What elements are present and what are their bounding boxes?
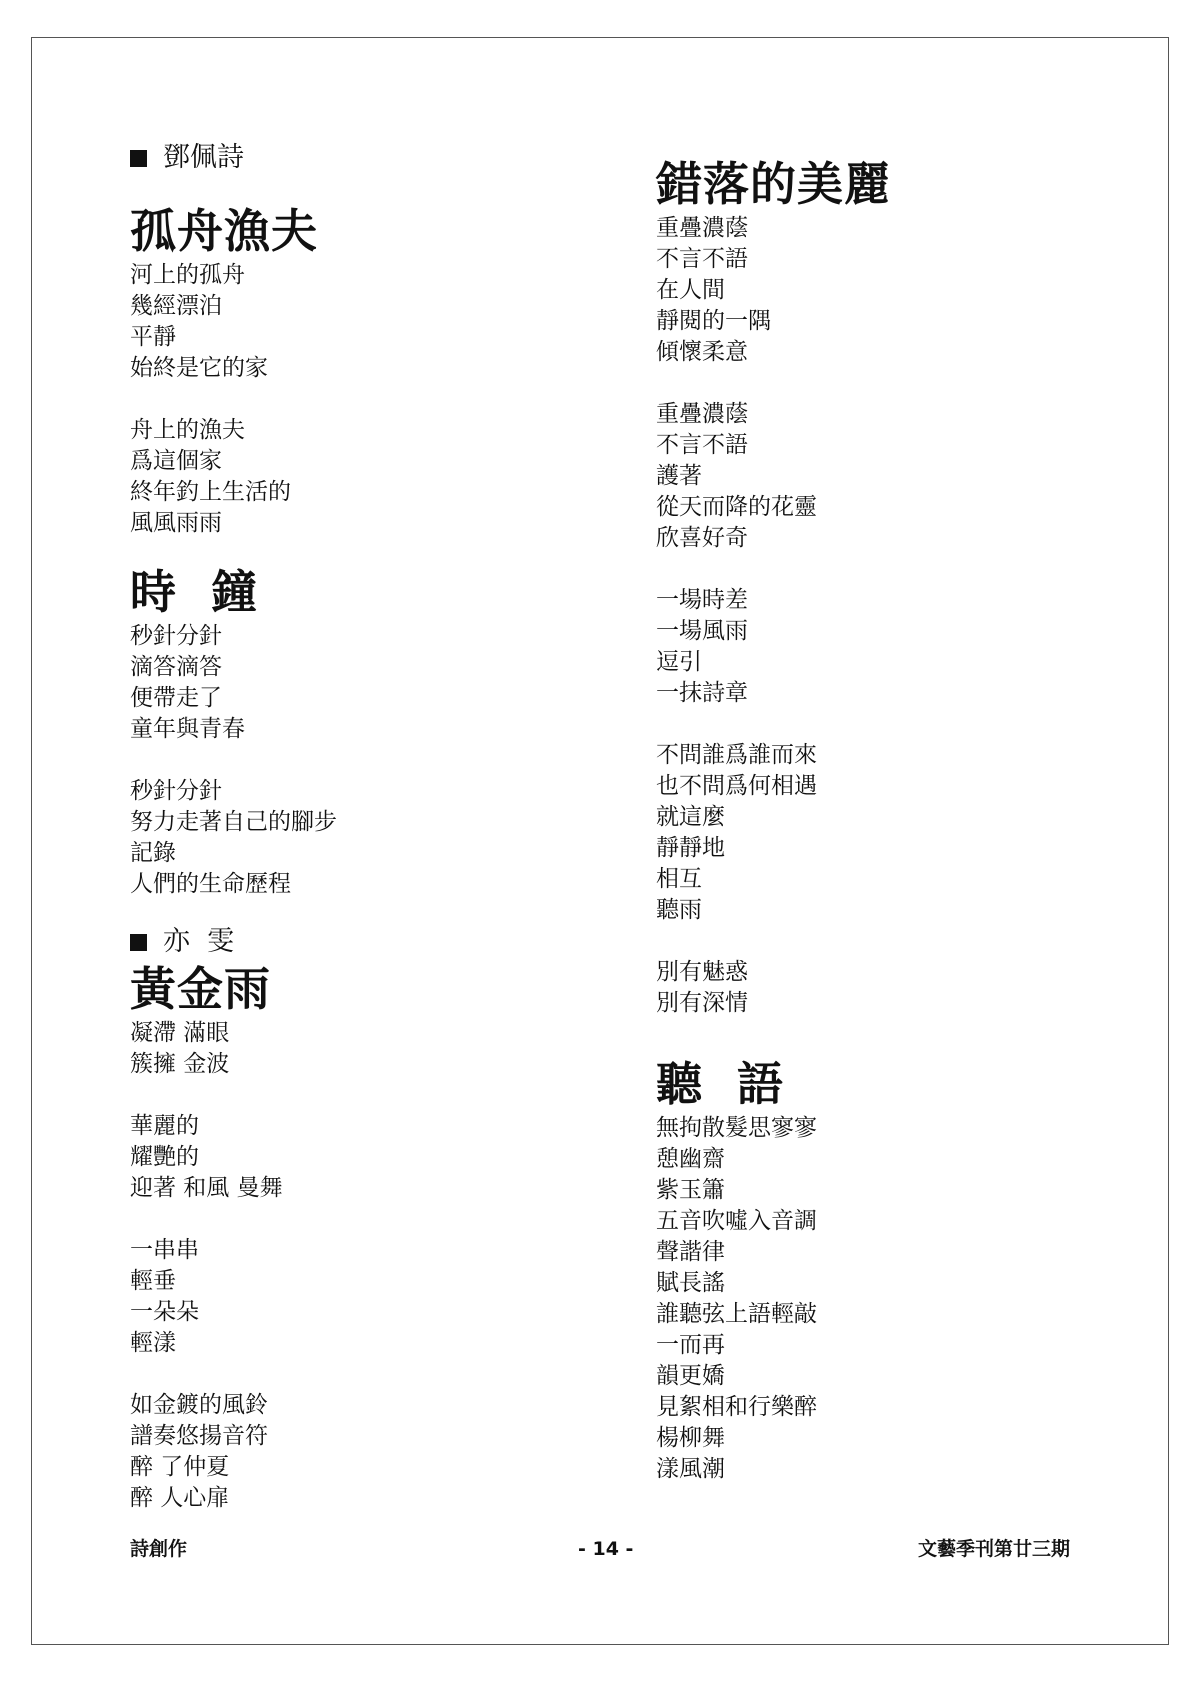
poem-line: 終年釣上生活的 <box>130 479 291 505</box>
poem-line: 聲諧律 <box>656 1239 725 1265</box>
poem-line: 便帶走了 <box>130 685 222 711</box>
poem-line: 幾經漂泊 <box>130 293 222 319</box>
poem-line: 逗引 <box>656 649 702 675</box>
poem-line: 不言不語 <box>656 246 748 272</box>
poem-line: 平靜 <box>130 324 176 350</box>
poem-line: 輕漾 <box>130 1330 176 1356</box>
square-bullet-icon <box>130 150 147 167</box>
poem-line: 不問誰爲誰而來 <box>656 742 817 768</box>
poem-line: 一而再 <box>656 1332 725 1358</box>
right-column <box>656 155 1116 1485</box>
poem-line: 在人間 <box>656 277 725 303</box>
poem-body <box>130 1018 590 1514</box>
poem-line: 如金鍍的風鈴 <box>130 1392 268 1418</box>
poem-body <box>656 1113 1116 1485</box>
poem-line: 醉 人心扉 <box>130 1485 230 1511</box>
poem-line: 華麗的 <box>130 1113 199 1139</box>
poem-line: 楊柳舞 <box>656 1425 725 1451</box>
publication-name: 文藝季刊第廿三期 <box>918 1538 1071 1560</box>
footer-section: 詩創作 <box>130 1538 188 1560</box>
poem-line: 滴答滴答 <box>130 654 222 680</box>
poem-line: 重疊濃蔭 <box>656 401 748 427</box>
poem-line: 見絮相和行樂醉 <box>656 1394 817 1420</box>
poem-line: 就這麼 <box>656 804 725 830</box>
poem-line: 秒針分針 <box>130 623 222 649</box>
poem-line: 輕垂 <box>130 1268 176 1294</box>
poem-line: 賦長謠 <box>656 1270 725 1296</box>
poem-line: 始終是它的家 <box>130 355 268 381</box>
poem-body <box>130 621 590 900</box>
author-heading <box>130 924 590 960</box>
poem-line: 漾風潮 <box>656 1456 725 1482</box>
author-name: 鄧佩詩 <box>163 142 244 173</box>
poem-title: 時 鐘 <box>130 565 259 619</box>
poem-line: 童年與青春 <box>130 716 245 742</box>
page-number: - 14 - <box>578 1538 634 1560</box>
poem-line: 靜閱的一隅 <box>656 308 771 334</box>
poem-line: 也不問爲何相遇 <box>656 773 817 799</box>
poem-title: 錯落的美麗 <box>656 157 891 211</box>
poem-line: 欣喜好奇 <box>656 525 748 551</box>
poem-title: 孤舟漁夫 <box>130 204 318 258</box>
author-heading <box>130 140 590 176</box>
poem-line: 一場風雨 <box>656 618 748 644</box>
author-name: 亦 雯 <box>163 926 235 957</box>
poem-title: 黃金雨 <box>130 962 271 1016</box>
poem-line: 韻更嬌 <box>656 1363 725 1389</box>
poem-line: 傾懷柔意 <box>656 339 748 365</box>
poem-line: 耀艷的 <box>130 1144 199 1170</box>
left-column <box>130 140 590 1514</box>
poem-line: 一場時差 <box>656 587 748 613</box>
poem-line: 迎著 和風 曼舞 <box>130 1175 283 1201</box>
poem-line: 憩幽齋 <box>656 1146 725 1172</box>
poem-line: 別有魅惑 <box>656 959 748 985</box>
poem-line: 記錄 <box>130 840 176 866</box>
poem-line: 努力走著自己的腳步 <box>130 809 337 835</box>
poem-body <box>656 213 1116 1019</box>
poem-line: 紫玉簫 <box>656 1177 725 1203</box>
poem-line: 從天而降的花靈 <box>656 494 817 520</box>
poem-line: 重疊濃蔭 <box>656 215 748 241</box>
poem-line: 凝滯 滿眼 <box>130 1020 230 1046</box>
poem-line: 護著 <box>656 463 702 489</box>
poem-line: 醉 了仲夏 <box>130 1454 230 1480</box>
square-bullet-icon <box>130 934 147 951</box>
poem-line: 一朵朵 <box>130 1299 199 1325</box>
poem-line: 誰聽弦上語輕敲 <box>656 1301 817 1327</box>
poem-line: 簇擁 金波 <box>130 1051 230 1077</box>
poem-body <box>130 260 590 539</box>
poem-line: 風風雨雨 <box>130 510 222 536</box>
poem-line: 相互 <box>656 866 702 892</box>
poem-line: 五音吹噓入音調 <box>656 1208 817 1234</box>
poem-line: 舟上的漁夫 <box>130 417 245 443</box>
poem-line: 一串串 <box>130 1237 199 1263</box>
poem-line: 無拘散髮思寥寥 <box>656 1115 817 1141</box>
poem-title: 聽 語 <box>656 1057 785 1111</box>
poem-line: 不言不語 <box>656 432 748 458</box>
poem-line: 聽雨 <box>656 897 702 923</box>
poem-line: 河上的孤舟 <box>130 262 245 288</box>
poem-line: 秒針分針 <box>130 778 222 804</box>
poem-line: 別有深情 <box>656 990 748 1016</box>
poem-line: 靜靜地 <box>656 835 725 861</box>
poem-line: 一抹詩章 <box>656 680 748 706</box>
poem-line: 譜奏悠揚音符 <box>130 1423 268 1449</box>
poem-line: 人們的生命歷程 <box>130 871 291 897</box>
poem-line: 爲這個家 <box>130 448 222 474</box>
